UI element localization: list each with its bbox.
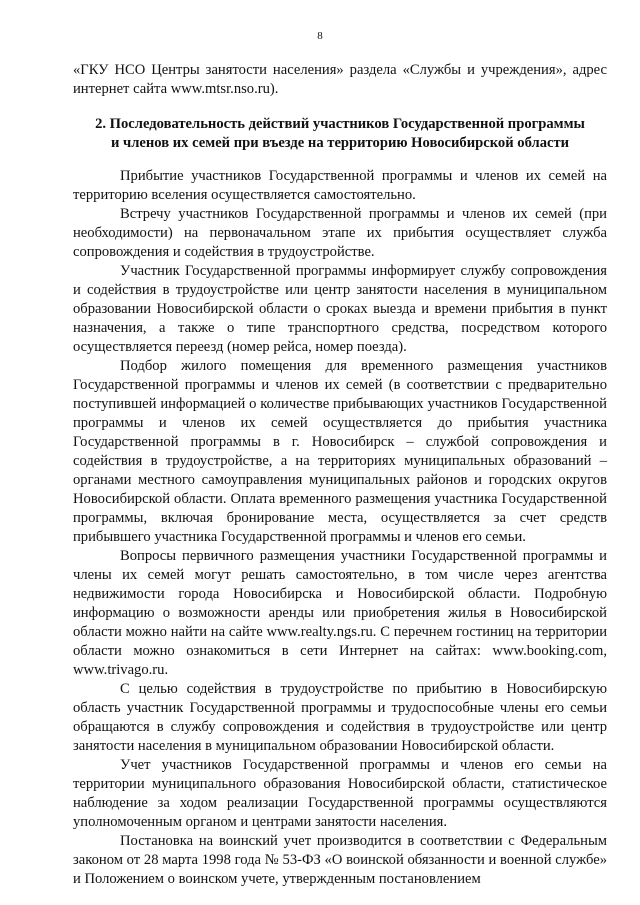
section-heading-line-1: 2. Последовательность действий участников Государственной программы — [95, 116, 585, 132]
paragraph-registration: Учет участников Государственной программы и членов его семьи на территории муниципального образования Новосибирской области, статистическое наблюдение за ходом реализации Государственной программы осуществляются уполномоченным органом и центрами занятости населения. — [73, 757, 607, 830]
section-heading — [73, 115, 607, 153]
paragraph-primary-accommodation: Вопросы первичного размещения участники Государственной программы и члены их семей могут решать самостоятельно, в том числе через агентства недвижимости города Новосибирска и Новосибирской области. Подробную информацию о возможности аренды или приобретения жилья в Новосибирской области можно найти на сайте www.realty.ngs.ru. С перечнем гостиниц на территории области можно ознакомиться в сети Интернет на сайтах: www.booking.com, www.trivago.ru. — [73, 548, 607, 678]
section-heading-line-2: и членов их семей при въезде на территорию Новосибирской области — [110, 135, 570, 151]
paragraph-arrival: Прибытие участников Государственной программы и членов их семей на территорию вселения осуществляется самостоятельно. — [73, 168, 607, 203]
paragraph-employment-assistance: С целью содействия в трудоустройстве по прибытию в Новосибирскую область участник Государственной программы и трудоспособные члены его семьи обращаются в службу сопровождения и содействия в трудоустройстве или центр занятости населения в муниципальном образовании Новосибирской области. — [73, 681, 607, 754]
intro-paragraph: «ГКУ НСО Центры занятости населения» раздела «Службы и учреждения», адрес интернет сайта www.mtsr.nso.ru). — [73, 62, 607, 97]
paragraph-meeting: Встречу участников Государственной программы и членов их семей (при необходимости) на первоначальном этапе их прибытия осуществляет служба сопровождения и содействия в трудоустройстве. — [73, 206, 607, 260]
paragraph-informing: Участник Государственной программы информирует службу сопровождения и содействия в трудоустройстве или центр занятости населения в муниципальном образовании Новосибирской области о сроках выезда и времени прибытия в пункт назначения, а также о типе транспортного средства, посредством которого осуществляется переезд (номер рейса, номер поезда). — [73, 263, 607, 355]
document-body — [73, 61, 607, 889]
paragraph-housing-selection: Подбор жилого помещения для временного размещения участников Государственной программы и членов их семей (в соответствии с предварительно поступившей информацией о количестве прибывающих участников Государственной программы и членов их семей осуществляется до прибытия участника Государственной программы в г. Новосибирск – службой сопровождения и содействия в трудоустройстве, а на территориях муниципальных образований – органами местного самоуправления муниципальных районов и городских округов Новосибирской области. Оплата временного размещения участника Государственной программы, включая бронирование места, осуществляется за счет средств прибывшего участника Государственной программы и членов его семьи. — [73, 358, 607, 545]
page-number: 8 — [317, 30, 323, 42]
paragraph-military-registration: Постановка на воинский учет производится в соответствии с Федеральным законом от 28 марта 1998 года № 53-ФЗ «О воинской обязанности и военной службе» и Положением о воинском учете, утвержденным постановлением — [73, 833, 607, 887]
